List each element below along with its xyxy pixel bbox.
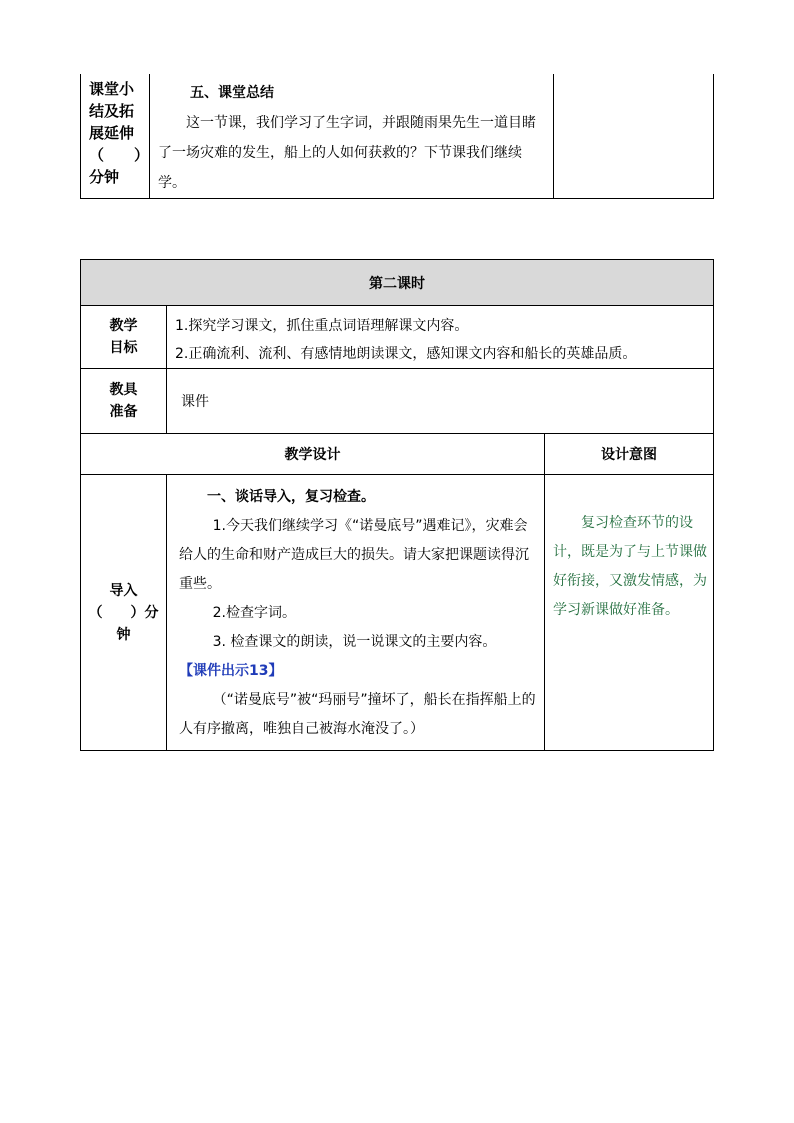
summary-label-line: （ ） xyxy=(89,146,150,164)
answer-text: （“诺曼底号”被“玛丽号”撞坏了，船长在指挥船上的人有序撤离，唯独自己被海水淹没了。） xyxy=(179,692,536,737)
intro-heading: 一、谈话导入，复习检查。 xyxy=(207,489,375,505)
summary-label-line: 结及拓 xyxy=(89,102,135,120)
intent-content xyxy=(545,475,714,751)
summary-label-line: 展延伸 xyxy=(89,124,135,142)
summary-label-line: 课堂小 xyxy=(89,80,135,98)
intro-label-line: 钟 xyxy=(116,626,131,643)
summary-label-line: 分钟 xyxy=(89,168,120,186)
second-lesson-table xyxy=(80,259,714,751)
summary-intent-cell xyxy=(554,74,714,199)
intro-item: 2.检查字词。 xyxy=(212,605,296,621)
intro-item: 1.今天我们继续学习《“诺曼底号”遇难记》，灾难会给人的生命和财产造成巨大的损失。请大家把课题读得沉重些。 xyxy=(179,518,529,592)
goals-label xyxy=(81,306,167,369)
intent-header: 设计意图 xyxy=(545,434,714,475)
intro-label-line: 导入 xyxy=(109,582,138,599)
intro-label xyxy=(81,475,167,751)
summary-table xyxy=(80,74,714,199)
tools-label-line: 准备 xyxy=(109,404,138,420)
tools-label xyxy=(81,369,167,434)
goal-item: 2.正确流利、流利、有感情地朗读课文，感知课文内容和船长的英雄品质。 xyxy=(175,346,637,362)
summary-label xyxy=(81,74,150,199)
summary-content xyxy=(150,74,554,199)
summary-heading: 五、课堂总结 xyxy=(190,85,275,101)
intro-label-line: （ ）分 xyxy=(88,604,159,621)
goal-item: 1.探究学习课文，抓住重点词语理解课文内容。 xyxy=(175,318,469,334)
tools-label-line: 教具 xyxy=(109,382,138,398)
goals-label-line: 教学 xyxy=(109,318,138,334)
courseware-tag: 【课件出示13】 xyxy=(179,663,283,679)
intent-text: 复习检查环节的设计，既是为了与上节课做好衔接，又激发情感，为学习新课做好准备。 xyxy=(553,515,707,618)
intro-item: 3. 检查课文的朗读，说一说课文的主要内容。 xyxy=(212,634,497,650)
tools-content: 课件 xyxy=(167,369,714,434)
summary-text: 这一节课，我们学习了生字词，并跟随雨果先生一道目睹了一场灾难的发生，船上的人如何获救的？下节课我们继续学。 xyxy=(158,115,537,191)
intro-content xyxy=(167,475,545,751)
goals-label-line: 目标 xyxy=(109,340,138,356)
lesson-title: 第二课时 xyxy=(81,260,714,306)
goals-content xyxy=(167,306,714,369)
design-header: 教学设计 xyxy=(81,434,545,475)
